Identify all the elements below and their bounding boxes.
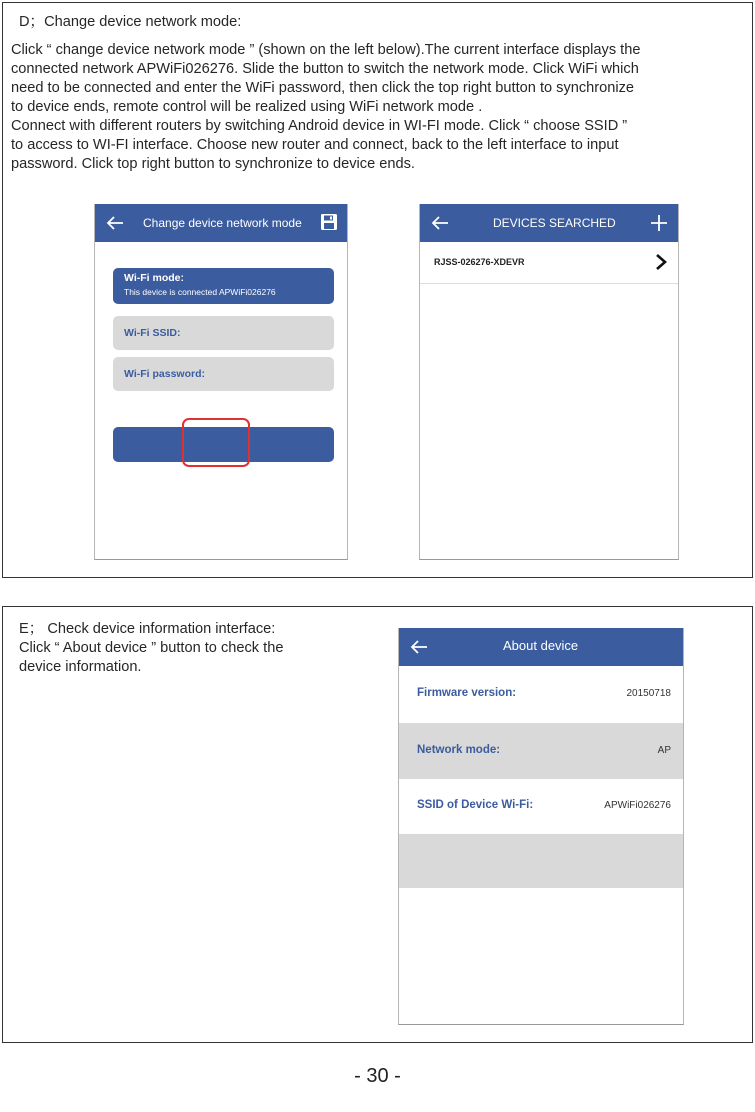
section-d-line-5: Connect with different routers by switching Android device in WI-FI mode. Click “ choose SSID ”: [11, 118, 628, 134]
screen-title: Change device network mode: [143, 216, 302, 230]
title-bar: [420, 204, 678, 242]
section-e-line-2: Click “ About device ” button to check the: [19, 640, 284, 656]
wifi-mode-label: Wi-Fi mode:: [124, 272, 184, 284]
change-network-mode-screen: [94, 204, 348, 560]
network-mode-value: AP: [657, 745, 671, 756]
ssid-label: SSID of Device Wi-Fi:: [417, 799, 534, 811]
network-mode-label: Network mode:: [417, 744, 501, 756]
empty-row: [399, 834, 683, 888]
device-name: RJSS-026276-XDEVR: [434, 257, 525, 267]
section-d-line-7: password. Click top right button to synchronize to device ends.: [11, 156, 415, 172]
screen-title: DEVICES SEARCHED: [493, 216, 616, 230]
plus-icon[interactable]: [649, 213, 669, 238]
about-device-screen: [398, 628, 684, 1025]
firmware-row: [399, 666, 683, 723]
wifi-mode-field[interactable]: [113, 268, 334, 304]
wifi-ssid-field[interactable]: [113, 316, 334, 350]
section-d-box: [2, 2, 753, 578]
wifi-password-label: Wi-Fi password:: [124, 368, 205, 380]
devices-searched-screen: [419, 204, 679, 560]
section-e-line-1: E； Check device information interface:: [19, 621, 276, 637]
ssid-row: [399, 779, 683, 834]
arrow-left-icon[interactable]: [430, 213, 450, 238]
section-d-line-4: to device ends, remote control will be realized using WiFi network mode .: [11, 99, 483, 115]
section-d-line-3: need to be connected and enter the WiFi password, then click the top right button to synchronize: [11, 80, 635, 96]
firmware-label: Firmware version:: [417, 687, 517, 699]
wifi-ssid-label: Wi-Fi SSID:: [124, 327, 181, 339]
ssid-value: APWiFi026276: [604, 800, 671, 811]
arrow-left-icon[interactable]: [409, 637, 429, 662]
section-e-line-3: device information.: [19, 659, 142, 675]
wifi-password-field[interactable]: [113, 357, 334, 391]
section-d-heading: D；Change device network mode:: [19, 14, 242, 30]
wifi-mode-status: This device is connected APWiFi026276: [124, 287, 276, 297]
chevron-right-icon: [654, 253, 668, 276]
section-d-line-1: Click “ change device network mode ” (shown on the left below).The current interface displays the: [11, 42, 641, 58]
device-list-item[interactable]: [420, 242, 678, 284]
section-d-line-2: connected network APWiFi026276. Slide the button to switch the network mode. Click WiFi which: [11, 61, 639, 77]
page-number: - 30 -: [354, 1065, 401, 1087]
screen-title: About device: [503, 638, 579, 653]
firmware-value: 20150718: [626, 688, 671, 699]
section-d-line-6: to access to WI-FI interface. Choose new router and connect, back to the left interface to input: [11, 137, 619, 153]
arrow-left-icon[interactable]: [105, 213, 125, 238]
title-bar: [95, 204, 347, 242]
title-bar: [399, 628, 683, 666]
save-floppy-icon[interactable]: [319, 212, 339, 237]
section-e-box: [2, 606, 753, 1043]
network-mode-row: [399, 723, 683, 779]
highlight-box: [182, 418, 250, 467]
